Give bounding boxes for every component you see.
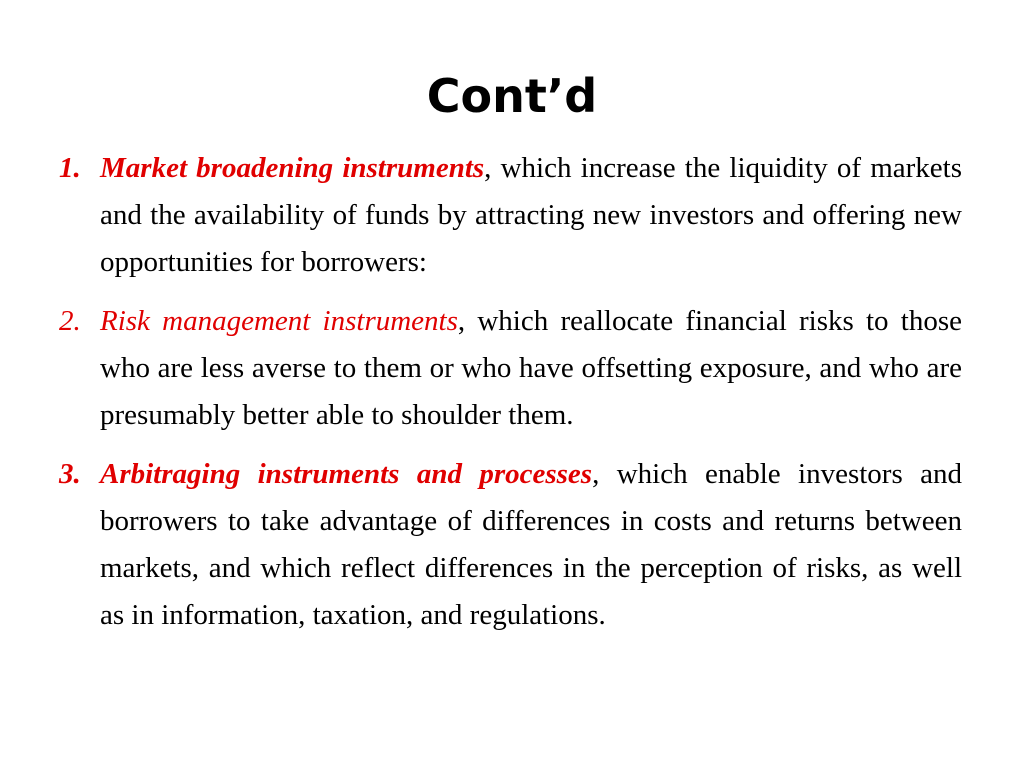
item-term: Risk management instruments <box>100 305 458 337</box>
list-item <box>59 298 962 439</box>
item-text: , which enable investors and borrowers to take advantage of differences in costs and returns between markets, and which reflect differences in the perception of risks, as well as in information, taxation, and regulations. <box>100 458 962 631</box>
instrument-list <box>0 145 1024 639</box>
item-text: , which increase the liquidity of markets and the availability of funds by attracting new investors and offering new opportunities for borrowers: <box>100 152 962 278</box>
slide-title: Cont’d <box>426 69 598 123</box>
item-text: , which reallocate financial risks to those who are less averse to them or who have offsetting exposure, and who are presumably better able to shoulder them. <box>100 305 962 431</box>
item-number: 1. <box>59 152 81 184</box>
list-item <box>59 145 962 286</box>
item-term: Market broadening instruments <box>100 152 485 184</box>
item-number: 3. <box>59 458 81 490</box>
item-number: 2. <box>59 305 81 337</box>
list-item <box>59 451 962 639</box>
item-term: Arbitraging instruments and processes <box>100 458 593 490</box>
